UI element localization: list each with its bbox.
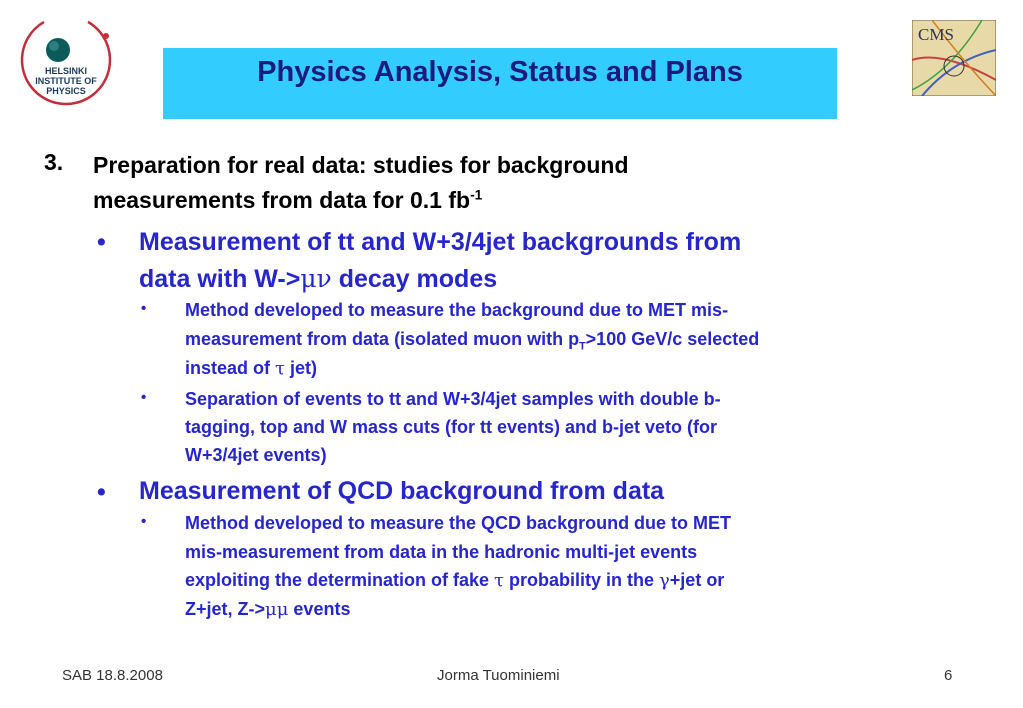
b1-sub2-line1: Separation of events to tt and W+3/4jet samples with double b- xyxy=(185,389,721,409)
svg-text:HELSINKI: HELSINKI xyxy=(44,66,88,76)
b2-sub1-line2: mis-measurement from data in the hadronic multi-jet events xyxy=(185,542,698,562)
sub-bullet-marker: • xyxy=(141,513,147,530)
b1-sub2-line2: tagging, top and W mass cuts (for tt events) and b-jet veto (for xyxy=(185,417,718,437)
item-heading-line2: measurements from data for 0.1 $fb^{-1}$ xyxy=(93,187,483,213)
bullet1-line2: data with W->μν decay modes xyxy=(139,264,498,293)
footer-date: SAB 18.8.2008 xyxy=(62,667,163,684)
b1-sub1-line3: instead of τ jet) xyxy=(185,358,317,379)
bullet-marker: • xyxy=(97,228,106,256)
helsinki-institute-logo xyxy=(18,12,114,108)
b1-sub2-line3: W+3/4jet events) xyxy=(185,445,327,465)
footer-page-number: 6 xyxy=(944,667,953,684)
b1-sub1-line2: measurement from data (isolated muon with $p_T>100$ GeV/c selected xyxy=(185,329,760,353)
bullet1-line1: Measurement of tt and W+3/4jet backgrounds from xyxy=(139,228,742,256)
bullet-marker: • xyxy=(97,478,106,506)
svg-text:CMS: CMS xyxy=(918,25,954,44)
b1-sub1-line1: Method developed to measure the background due to MET mis- xyxy=(185,300,729,320)
title-banner xyxy=(163,48,837,119)
item-heading-line1: Preparation for real data: studies for background xyxy=(93,152,629,178)
sub-bullet-marker: • xyxy=(141,300,147,317)
sub-bullet-marker: • xyxy=(141,389,147,406)
svg-text:PHYSICS: PHYSICS xyxy=(46,86,86,96)
cms-logo xyxy=(912,20,996,96)
footer-author: Jorma Tuominiemi xyxy=(437,667,560,684)
item-number: 3. xyxy=(44,149,64,175)
bullet2-line1: Measurement of QCD background from data xyxy=(139,477,665,505)
b2-sub1-line4: Z+jet, Z->μμ events xyxy=(185,599,351,620)
b2-sub1-line3: exploiting the determination of fake τ probability in the γ+jet or xyxy=(185,570,725,591)
svg-text:INSTITUTE OF: INSTITUTE OF xyxy=(35,76,97,86)
slide-title: Physics Analysis, Status and Plans xyxy=(257,56,743,88)
b2-sub1-line1: Method developed to measure the QCD background due to MET xyxy=(185,513,732,533)
